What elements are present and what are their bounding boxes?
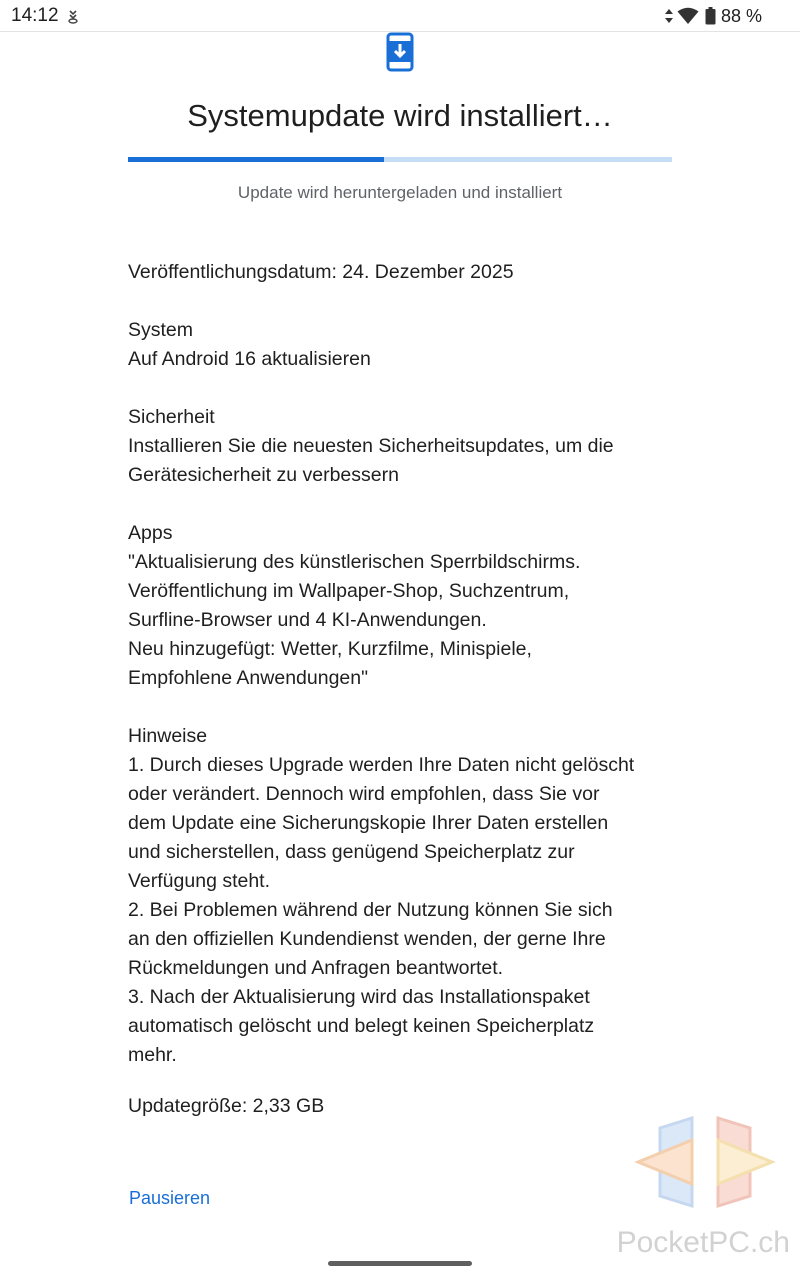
section-notes: [128, 722, 684, 1070]
section-security: [128, 403, 684, 490]
section-apps: [128, 519, 684, 693]
pause-button[interactable]: Pausieren: [129, 1188, 211, 1208]
notification-icon: [66, 8, 80, 24]
section-text: Auf Android 16 aktualisieren: [128, 348, 371, 370]
section-heading: System: [128, 319, 194, 341]
page-title: Systemupdate wird installiert…: [187, 98, 613, 133]
section-text: Installieren Sie die neuesten Sicherheitsupdates, um die Gerätesicherheit zu verbessern: [128, 435, 614, 486]
battery-icon: [705, 7, 716, 25]
status-time: 14:12: [11, 5, 59, 26]
section-text: "Aktualisierung des künstlerischen Sperrbildschirms. Veröffentlichung im Wallpaper-Shop, Suchzentrum, Surfline-Browser und 4 KI-Anwendungen. Neu hinzugefügt: Wetter, Kurzfilme, Minispiele, Empfohlene Anwendungen": [128, 551, 581, 689]
watermark-text: PocketPC.ch: [616, 1226, 790, 1259]
status-bar: [0, 0, 800, 32]
section-system: [128, 316, 684, 374]
status-icons: [664, 5, 762, 27]
update-progress-bar: [128, 157, 672, 162]
battery-percentage: 88 %: [720, 5, 762, 26]
gesture-nav-handle[interactable]: [328, 1261, 472, 1266]
update-progress-fill: [128, 157, 384, 162]
progress-status-text: Update wird heruntergeladen und installiert: [237, 183, 563, 202]
update-size: Updategröße: 2,33 GB: [128, 1095, 325, 1117]
release-date: Veröffentlichungsdatum: 24. Dezember 2025: [128, 261, 514, 283]
section-heading: Sicherheit: [128, 406, 215, 428]
wifi-icon: [677, 7, 699, 25]
mobile-data-icon: [664, 8, 674, 24]
update-details: [128, 258, 684, 1141]
phone-download-icon: [386, 32, 414, 72]
section-heading: Apps: [128, 522, 173, 544]
section-text: 1. Durch dieses Upgrade werden Ihre Daten nicht gelöscht oder verändert. Dennoch wird empfohlen, dass Sie vor dem Update eine Sicherungskopie Ihrer Daten erstellen und sicherstellen, dass genügend Speicherplatz zur Verfügung steht. 2. Bei Problemen während der Nutzung können Sie sich an den offiziellen Kundendienst wenden, der gerne Ihre Rückmeldungen und Anfragen beantwortet. 3. Nach der Aktualisierung wird das Installationspaket automatisch gelöscht und belegt keinen Speicherplatz mehr.: [128, 754, 635, 1066]
watermark-logo: [630, 1110, 780, 1220]
section-heading: Hinweise: [128, 725, 208, 747]
